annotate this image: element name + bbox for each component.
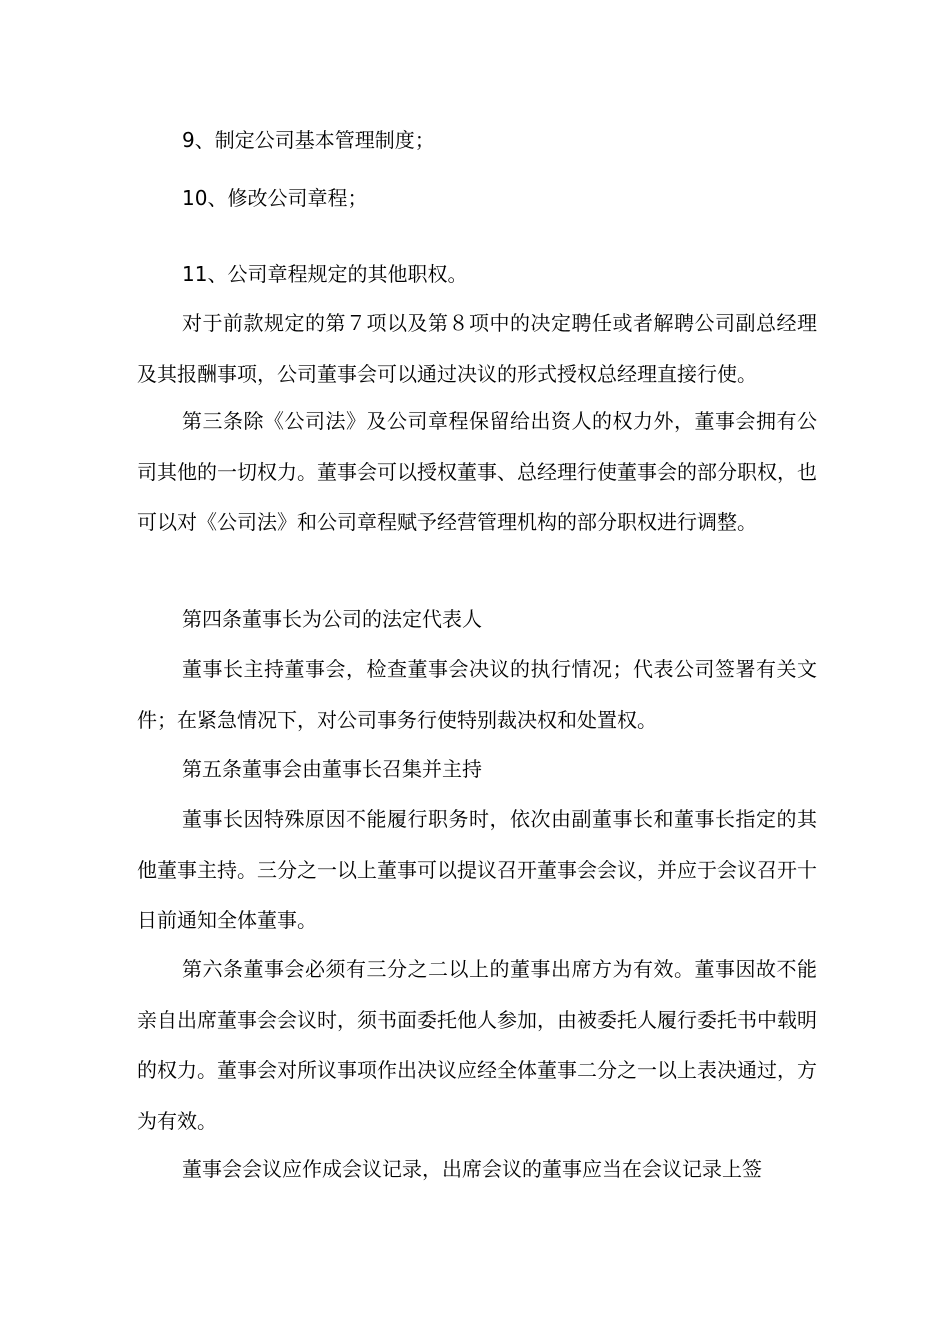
list-item-9: 9、制定公司基本管理制度；: [182, 128, 435, 152]
paragraph-article-6: 第六条董事会必须有三分之二以上的董事出席方为有效。董事因故不能亲自出席董事会会议时，须书面委托他人参加，由被委托人履行委托书中载明的权力。董事会对所议事项作出决议应经全体董事二分之一以上表决通过，方为有效。: [137, 957, 817, 1133]
list-item-10: 10、修改公司章程；: [182, 186, 368, 210]
paragraph-article-4-title: 第四条董事长为公司的法定代表人: [182, 607, 482, 631]
paragraph-article-5-title: 第五条董事会由董事长召集并主持: [182, 757, 482, 781]
paragraph-authorization-note: 对于前款规定的第７项以及第８项中的决定聘任或者解聘公司副总经理及其报酬事项，公司董事会可以通过决议的形式授权总经理直接行使。: [137, 311, 817, 386]
paragraph-article-5-body: 董事长因特殊原因不能履行职务时，依次由副董事长和董事长指定的其他董事主持。三分之一以上董事可以提议召开董事会会议，并应于会议召开十日前通知全体董事。: [137, 807, 817, 932]
paragraph-meeting-minutes: 董事会会议应作成会议记录，出席会议的董事应当在会议记录上签: [182, 1157, 762, 1181]
paragraph-article-4-body: 董事长主持董事会，检查董事会决议的执行情况；代表公司签署有关文件；在紧急情况下，对公司事务行使特别裁决权和处置权。: [137, 657, 817, 732]
paragraph-article-3: 第三条除《公司法》及公司章程保留给出资人的权力外，董事会拥有公司其他的一切权力。董事会可以授权董事、总经理行使董事会的部分职权，也可以对《公司法》和公司章程赋予经营管理机构的部分职权进行调整。: [137, 409, 817, 534]
list-item-11: 11、公司章程规定的其他职权。: [182, 262, 468, 286]
